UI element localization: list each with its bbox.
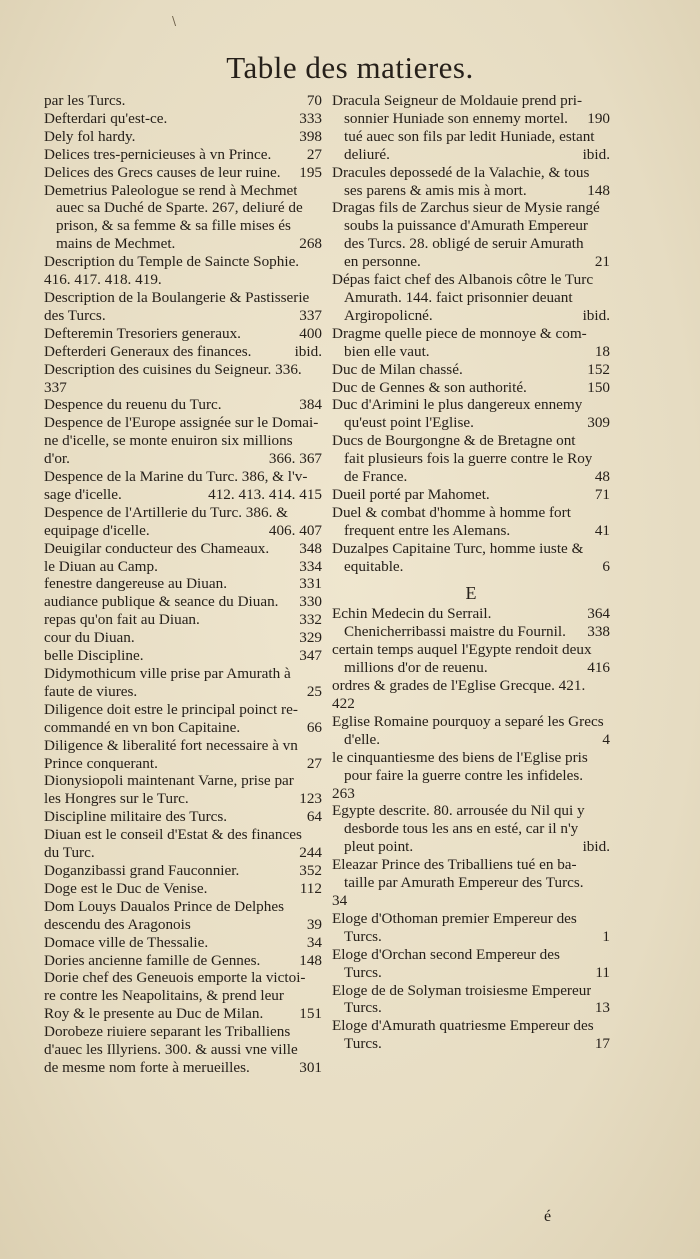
entry-text: des Turcs. 28. obligé de seruir Amurath bbox=[344, 235, 584, 253]
index-entry bbox=[332, 982, 610, 1000]
page-reference: 25 bbox=[306, 682, 322, 700]
page-reference: 244 bbox=[299, 844, 322, 862]
index-entry bbox=[332, 641, 610, 659]
index-entry bbox=[332, 307, 610, 325]
entry-text: ses parens & amis mis à mort. bbox=[344, 181, 527, 199]
entry-text: Defteremin Tresoriers generaux. bbox=[44, 324, 241, 342]
page-reference: 352 bbox=[299, 861, 322, 879]
index-entry bbox=[44, 182, 322, 200]
entry-text: fait plusieurs fois la guerre contre le Roy bbox=[344, 450, 593, 468]
entry-text: 416. 417. 418. 419. bbox=[44, 271, 162, 289]
entry-text: Diligence & liberalité fort necessaire à vn bbox=[44, 736, 298, 754]
entry-text: deliuré. bbox=[344, 145, 390, 163]
entry-text: Egypte descrite. 80. arrousée du Nil qui y bbox=[332, 802, 585, 820]
index-entry bbox=[332, 253, 610, 271]
page-reference: 27 bbox=[306, 145, 322, 163]
index-entry bbox=[332, 289, 610, 307]
entry-text: equitable. bbox=[344, 557, 404, 575]
index-column-left bbox=[44, 92, 322, 1077]
page-reference: 195 bbox=[299, 163, 322, 181]
index-entry bbox=[44, 1005, 322, 1023]
index-entry bbox=[44, 1023, 322, 1041]
entry-text: Duzalpes Capitaine Turc, homme iuste & bbox=[332, 539, 584, 557]
page-reference: 39 bbox=[306, 915, 322, 933]
entry-text: Doge est le Duc de Venise. bbox=[44, 879, 208, 897]
index-entry bbox=[44, 396, 322, 414]
page-reference: 364 bbox=[587, 605, 610, 623]
index-entry bbox=[44, 343, 322, 361]
page-reference: 34 bbox=[306, 933, 322, 951]
index-entry bbox=[44, 146, 322, 164]
entry-text: Defterdari qu'est-ce. bbox=[44, 109, 168, 127]
entry-text: Defterderi Generaux des finances. bbox=[44, 342, 252, 360]
catchword: é bbox=[544, 1208, 552, 1225]
entry-text: audiance publique & seance du Diuan. bbox=[44, 593, 279, 611]
entry-text: Roy & le presente au Duc de Milan. bbox=[44, 1005, 264, 1023]
index-entry bbox=[332, 946, 610, 964]
index-entry bbox=[332, 605, 610, 623]
entry-text: Amurath. 144. faict prisonnier deuant bbox=[344, 288, 573, 306]
index-column-right bbox=[332, 92, 610, 1053]
index-entry bbox=[44, 92, 322, 110]
index-entry bbox=[44, 307, 322, 325]
margin-mark: \ bbox=[172, 14, 177, 28]
index-entry bbox=[44, 199, 322, 217]
entry-text: Duel & combat d'homme à homme fort bbox=[332, 503, 571, 521]
page-reference: 41 bbox=[594, 521, 610, 539]
index-entry bbox=[332, 325, 610, 343]
page-reference: ibid. bbox=[294, 342, 322, 360]
page-reference: 347 bbox=[299, 647, 322, 665]
index-entry bbox=[332, 731, 610, 749]
page-reference: 1 bbox=[602, 927, 610, 945]
index-section-e bbox=[332, 605, 610, 1053]
entry-text: sage d'icelle. bbox=[44, 485, 122, 503]
index-entry bbox=[44, 379, 322, 397]
entry-text: Description de la Boulangerie & Pastisserie bbox=[44, 288, 310, 306]
entry-text: du Turc. bbox=[44, 844, 95, 862]
entry-text: Eloge de de Solyman troisiesme Empereur bbox=[332, 981, 592, 999]
index-entry bbox=[44, 701, 322, 719]
entry-text: Dracules depossedé de la Valachie, & tous bbox=[332, 163, 590, 181]
page-reference: 17 bbox=[594, 1035, 610, 1053]
page-reference: 332 bbox=[299, 611, 322, 629]
index-entry bbox=[332, 540, 610, 558]
index-entry bbox=[44, 558, 322, 576]
index-entry bbox=[332, 749, 610, 767]
index-entry bbox=[44, 110, 322, 128]
entry-text: frequent entre les Alemans. bbox=[344, 521, 511, 539]
entry-text: Dracula Seigneur de Moldauie prend pri- bbox=[332, 92, 583, 109]
index-entry bbox=[44, 575, 322, 593]
entry-text: millions d'or de reuenu. bbox=[344, 659, 488, 677]
page-reference: 301 bbox=[299, 1058, 322, 1076]
index-entry bbox=[44, 432, 322, 450]
page-reference: 331 bbox=[299, 575, 322, 593]
index-entry bbox=[332, 1035, 610, 1053]
entry-text: ne d'icelle, se monte enuiron six millions bbox=[44, 432, 293, 450]
entry-text: Deuigilar conducteur des Chameaux. bbox=[44, 539, 270, 557]
entry-text: Duc de Milan chassé. bbox=[332, 360, 463, 378]
index-entry bbox=[44, 128, 322, 146]
page-reference: ibid. bbox=[582, 838, 610, 856]
index-entry bbox=[44, 969, 322, 987]
entry-text: Discipline militaire des Turcs. bbox=[44, 808, 228, 826]
index-section-d bbox=[332, 92, 610, 575]
entry-text: d'or. bbox=[44, 450, 70, 468]
index-entry bbox=[44, 916, 322, 934]
page-reference: 4 bbox=[602, 730, 610, 748]
index-entry bbox=[332, 146, 610, 164]
entry-text: 263 bbox=[332, 784, 355, 802]
entry-text: taille par Amurath Empereur des Turcs. bbox=[344, 874, 584, 892]
page-reference: 148 bbox=[299, 951, 322, 969]
index-entry bbox=[332, 695, 610, 713]
page-reference: 338 bbox=[587, 623, 610, 641]
index-entry bbox=[332, 623, 610, 641]
index-entry bbox=[44, 414, 322, 432]
index-entry bbox=[332, 964, 610, 982]
entry-text: desborde tous les ans en esté, car il n'y bbox=[344, 820, 579, 838]
page-reference: ibid. bbox=[582, 306, 610, 324]
index-entry bbox=[332, 677, 610, 695]
entry-text: Diligence doit estre le principal poinct re- bbox=[44, 700, 298, 718]
index-entry bbox=[332, 486, 610, 504]
entry-text: 422 bbox=[332, 695, 355, 712]
index-entry bbox=[44, 540, 322, 558]
entry-text: Turcs. bbox=[344, 999, 382, 1017]
entry-text: le cinquantiesme des biens de l'Eglise pris bbox=[332, 748, 588, 766]
index-entry bbox=[332, 217, 610, 235]
page-reference: 148 bbox=[587, 181, 610, 199]
entry-text: Eloge d'Orchan second Empereur des bbox=[332, 945, 560, 963]
entry-text: le Diuan au Camp. bbox=[44, 557, 158, 575]
entry-text: Despence de l'Europe assignée sur le Domai- bbox=[44, 414, 318, 432]
page-reference: 64 bbox=[306, 808, 322, 826]
entry-text: Doganzibassi grand Fauconnier. bbox=[44, 861, 240, 879]
index-entry bbox=[332, 558, 610, 576]
index-entry bbox=[332, 450, 610, 468]
index-entry bbox=[44, 647, 322, 665]
entry-text: Description du Temple de Saincte Sophie. bbox=[44, 253, 300, 271]
entry-text: Duc de Gennes & son authorité. bbox=[332, 378, 527, 396]
index-entry bbox=[44, 683, 322, 701]
page-reference: 21 bbox=[594, 253, 610, 271]
entry-text: Dom Louys Daualos Prince de Delphes bbox=[44, 897, 284, 915]
page-reference: 27 bbox=[306, 754, 322, 772]
entry-text: Dépas faict chef des Albanois côtre le Turc bbox=[332, 271, 594, 289]
index-entry bbox=[44, 755, 322, 773]
index-entry bbox=[44, 289, 322, 307]
entry-text: Didymothicum ville prise par Amurath à bbox=[44, 665, 291, 682]
entry-text: Dueil porté par Mahomet. bbox=[332, 485, 490, 503]
index-entry bbox=[332, 713, 610, 731]
entry-text: Echin Medecin du Serrail. bbox=[332, 605, 492, 623]
entry-text: Prince conquerant. bbox=[44, 754, 158, 772]
entry-text: par les Turcs. bbox=[44, 92, 126, 109]
index-entry bbox=[44, 217, 322, 235]
index-entry bbox=[44, 790, 322, 808]
entry-text: soubs la puissance d'Amurath Empereur bbox=[344, 217, 588, 235]
page-reference: 334 bbox=[299, 557, 322, 575]
entry-text: prison, & sa femme & sa fille mises és bbox=[56, 217, 291, 235]
entry-text: faute de viures. bbox=[44, 682, 138, 700]
index-entry bbox=[332, 1017, 610, 1035]
entry-text: belle Discipline. bbox=[44, 647, 144, 665]
index-entry bbox=[332, 396, 610, 414]
page-reference: 330 bbox=[299, 593, 322, 611]
entry-text: Despence de la Marine du Turc. 386, & l'v- bbox=[44, 468, 308, 486]
entry-text: les Hongres sur le Turc. bbox=[44, 790, 189, 808]
index-entry bbox=[44, 987, 322, 1005]
index-entry bbox=[44, 522, 322, 540]
index-entry bbox=[332, 659, 610, 677]
entry-text: sonnier Huniade son ennemy mortel. bbox=[344, 109, 568, 127]
page-reference: 398 bbox=[299, 127, 322, 145]
index-entry bbox=[332, 785, 610, 803]
entry-text: Dragme quelle piece de monnoye & com- bbox=[332, 324, 587, 342]
index-entry bbox=[332, 468, 610, 486]
entry-text: repas qu'on fait au Diuan. bbox=[44, 611, 200, 629]
page-reference: 112 bbox=[299, 879, 322, 897]
entry-text: Ducs de Bourgongne & de Bretagne ont bbox=[332, 432, 576, 450]
index-entry bbox=[332, 379, 610, 397]
page-reference: 412. 413. 414. 415 bbox=[208, 485, 322, 503]
index-entry bbox=[44, 504, 322, 522]
entry-text: Eloge d'Othoman premier Empereur des bbox=[332, 909, 577, 927]
entry-text: Duc d'Arimini le plus dangereux ennemy bbox=[332, 396, 583, 414]
entry-text: Description des cuisines du Seigneur. 336. bbox=[44, 360, 302, 378]
entry-text: Despence de l'Artillerie du Turc. 386. & bbox=[44, 503, 289, 521]
index-entry bbox=[332, 767, 610, 785]
entry-text: 34 bbox=[332, 891, 348, 909]
index-entry bbox=[44, 164, 322, 182]
page-reference: 406. 407 bbox=[268, 521, 322, 539]
entry-text: Despence du reuenu du Turc. bbox=[44, 396, 222, 414]
index-entry bbox=[44, 486, 322, 504]
page-reference: ibid. bbox=[582, 145, 610, 163]
index-entry bbox=[44, 934, 322, 952]
index-entry bbox=[44, 361, 322, 379]
entry-text: mains de Mechmet. bbox=[56, 235, 176, 253]
index-entry bbox=[44, 253, 322, 271]
entry-text: Turcs. bbox=[344, 927, 382, 945]
index-entry bbox=[44, 862, 322, 880]
index-entry bbox=[44, 665, 322, 683]
page-reference: 416 bbox=[587, 659, 610, 677]
index-entry bbox=[44, 952, 322, 970]
index-entry bbox=[332, 271, 610, 289]
entry-text: ordres & grades de l'Eglise Grecque. 421. bbox=[332, 677, 586, 695]
section-letter: E bbox=[465, 583, 477, 604]
page-reference: 11 bbox=[595, 963, 610, 981]
index-entry bbox=[44, 719, 322, 737]
entry-text: Dorie chef des Geneuois emporte la victoi- bbox=[44, 969, 306, 987]
entry-text: Demetrius Paleologue se rend à Mechmet bbox=[44, 181, 298, 199]
entry-text: Dely fol hardy. bbox=[44, 127, 136, 145]
entry-text: Turcs. bbox=[344, 1035, 382, 1053]
page-reference: 6 bbox=[602, 557, 610, 575]
index-entry bbox=[44, 844, 322, 862]
entry-text: qu'eust point l'Eglise. bbox=[344, 414, 474, 432]
entry-text: Dragas fils de Zarchus sieur de Mysie rangé bbox=[332, 199, 600, 217]
entry-text: Chenicherribassi maistre du Fournil. bbox=[344, 623, 566, 641]
page-reference: 333 bbox=[299, 109, 322, 127]
entry-text: d'elle. bbox=[344, 730, 381, 748]
index-entry bbox=[332, 928, 610, 946]
index-entry bbox=[332, 110, 610, 128]
entry-text: de France. bbox=[344, 468, 408, 486]
index-entry bbox=[44, 880, 322, 898]
entry-text: Diuan est le conseil d'Estat & des finances bbox=[44, 826, 302, 844]
index-entry bbox=[332, 182, 610, 200]
entry-text: des Turcs. bbox=[44, 306, 106, 324]
entry-text: fenestre dangereuse au Diuan. bbox=[44, 575, 228, 593]
page-reference: 48 bbox=[594, 468, 610, 486]
index-entry bbox=[332, 874, 610, 892]
entry-text: Argiropolicné. bbox=[344, 306, 433, 324]
page-reference: 348 bbox=[299, 539, 322, 557]
entry-text: re contre les Neapolitains, & prend leur bbox=[44, 987, 284, 1005]
entry-text: tué auec son fils par ledit Huniade, estant bbox=[344, 127, 595, 145]
page-reference: 309 bbox=[587, 414, 610, 432]
index-entry bbox=[332, 361, 610, 379]
page-reference: 400 bbox=[299, 324, 322, 342]
index-entry bbox=[332, 838, 610, 856]
index-entry bbox=[332, 235, 610, 253]
entry-text: equipage d'icelle. bbox=[44, 521, 150, 539]
index-entry bbox=[332, 892, 610, 910]
entry-text: pour faire la guerre contre les infideles. bbox=[344, 766, 584, 784]
page-reference: 13 bbox=[594, 999, 610, 1017]
index-entry bbox=[332, 432, 610, 450]
index-entry bbox=[44, 1059, 322, 1077]
index-entry bbox=[44, 898, 322, 916]
index-entry bbox=[332, 910, 610, 928]
index-entry bbox=[44, 325, 322, 343]
page-reference: 329 bbox=[299, 629, 322, 647]
index-entry bbox=[332, 999, 610, 1017]
index-entry bbox=[332, 199, 610, 217]
page-reference: 71 bbox=[594, 485, 610, 503]
index-entry bbox=[44, 593, 322, 611]
entry-text: pleut point. bbox=[344, 838, 414, 856]
page-reference: 18 bbox=[594, 342, 610, 360]
entry-text: de mesme nom forte à merueilles. bbox=[44, 1058, 250, 1076]
entry-text: Domace ville de Thessalie. bbox=[44, 933, 209, 951]
entry-text: en personne. bbox=[344, 253, 421, 271]
index-entry bbox=[44, 235, 322, 253]
entry-text: Dorobeze riuiere separant les Triballiens bbox=[44, 1023, 291, 1041]
entry-text: 337 bbox=[44, 378, 67, 396]
index-entry bbox=[44, 611, 322, 629]
index-entry bbox=[332, 414, 610, 432]
page-reference: 70 bbox=[306, 92, 322, 109]
index-entry bbox=[332, 164, 610, 182]
entry-text: Dionysiopoli maintenant Varne, prise par bbox=[44, 772, 294, 790]
index-entry bbox=[44, 737, 322, 755]
entry-text: Dories ancienne famille de Gennes. bbox=[44, 951, 261, 969]
index-entry bbox=[332, 820, 610, 838]
entry-text: certain temps auquel l'Egypte rendoit deux bbox=[332, 641, 592, 659]
index-entry bbox=[332, 343, 610, 361]
page-reference: 150 bbox=[587, 378, 610, 396]
index-entry bbox=[332, 92, 610, 110]
page-reference: 337 bbox=[299, 306, 322, 324]
entry-text: Delices des Grecs causes de leur ruine. bbox=[44, 163, 281, 181]
page-reference: 268 bbox=[299, 235, 322, 253]
page-reference: 152 bbox=[587, 360, 610, 378]
entry-text: Turcs. bbox=[344, 963, 382, 981]
entry-text: Eloge d'Amurath quatriesme Empereur des bbox=[332, 1017, 594, 1035]
page-reference: 190 bbox=[587, 109, 610, 127]
index-entry bbox=[44, 808, 322, 826]
index-entry bbox=[332, 856, 610, 874]
entry-text: d'auec les Illyriens. 300. & aussi vne ville bbox=[44, 1041, 298, 1059]
entry-text: cour du Diuan. bbox=[44, 629, 135, 647]
entry-text: Eglise Romaine pourquoy a separé les Grecs bbox=[332, 712, 604, 730]
index-entry bbox=[44, 271, 322, 289]
index-entry bbox=[44, 450, 322, 468]
index-entry bbox=[44, 772, 322, 790]
entry-text: commandé en vn bon Capitaine. bbox=[44, 718, 241, 736]
page-reference: 366. 367 bbox=[268, 450, 322, 468]
index-entry bbox=[332, 802, 610, 820]
index-entry bbox=[44, 826, 322, 844]
index-entry bbox=[332, 504, 610, 522]
page-reference: 151 bbox=[299, 1005, 322, 1023]
index-entry bbox=[44, 468, 322, 486]
page-reference: 123 bbox=[299, 790, 322, 808]
page-reference: 66 bbox=[306, 718, 322, 736]
index-entry bbox=[44, 629, 322, 647]
page-reference: 384 bbox=[299, 396, 322, 414]
index-entry bbox=[332, 128, 610, 146]
entry-text: descendu des Aragonois bbox=[44, 915, 191, 933]
entry-text: Delices tres-pernicieuses à vn Prince. bbox=[44, 145, 272, 163]
entry-text: Eleazar Prince des Triballiens tué en ba- bbox=[332, 856, 577, 874]
entry-text: auec sa Duché de Sparte. 267, deliuré de bbox=[56, 199, 303, 217]
index-entry bbox=[332, 522, 610, 540]
entry-text: bien elle vaut. bbox=[344, 342, 430, 360]
page-title: Table des matieres. bbox=[226, 50, 474, 85]
index-entry bbox=[44, 1041, 322, 1059]
